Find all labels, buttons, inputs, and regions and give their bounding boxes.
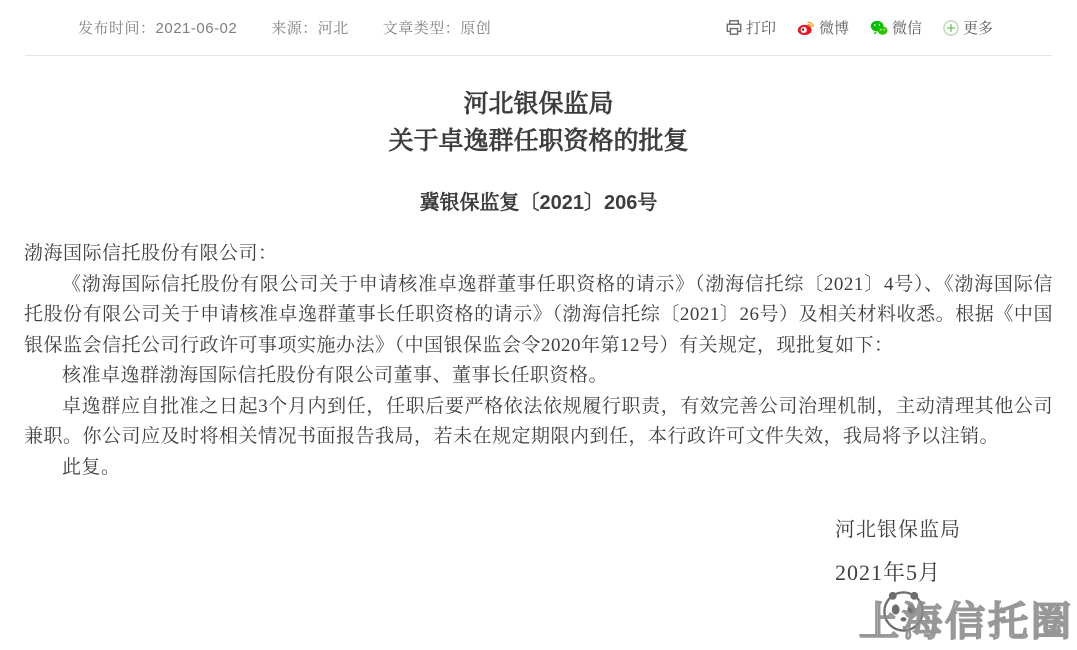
more-button[interactable] [942, 17, 993, 38]
document-number: 冀银保监复〔2021〕206号 [419, 192, 658, 214]
meta-group [78, 17, 491, 38]
paragraph: 核准卓逸群渤海国际信托股份有限公司董事、董事长任职资格。 [62, 365, 609, 386]
paragraph: 《渤海国际信托股份有限公司关于申请核准卓逸群董事任职资格的请示》（渤海信托综〔2021〕4号）、《渤海国际信托股份有限公司关于申请核准卓逸群董事长任职资格的请示》（渤海信托综〔2021〕26号）及相关材料收悉。根据《中国银保监会信托公司行政许可事项实施办法》（中国银保监会令2020年第12号）有关规定，现批复如下： [24, 273, 1053, 356]
wechat-label: 微信 [891, 20, 922, 37]
print-label: 打印 [745, 20, 776, 37]
document-title [24, 86, 1053, 160]
weibo-icon [796, 19, 816, 37]
document-title-line1: 河北银保监局 [463, 90, 614, 118]
article-type [383, 17, 492, 38]
source [271, 17, 349, 38]
document-body [24, 239, 1053, 483]
article-meta-bar [0, 0, 1077, 55]
more-label: 更多 [962, 20, 993, 37]
share-actions [725, 17, 993, 38]
source-label: 来源： [271, 20, 318, 37]
document-date: 2021年5月 [834, 560, 941, 585]
paragraph: 此复。 [62, 456, 121, 478]
watermark-logo [880, 587, 927, 634]
paragraph: 卓逸群应自批准之日起3个月内到任，任职后要严格依法依规履行职责，有效完善公司治理机制，主动清理其他公司兼职。你公司应及时将相关情况书面报告我局，若未在规定期限内到任，本行政许可文件失效，我局将予以注销。 [24, 395, 1053, 447]
document-content [0, 86, 1077, 587]
weibo-button[interactable] [796, 17, 849, 38]
signature: 河北银保监局 [835, 519, 961, 541]
publish-time-label: 发布时间： [78, 20, 156, 37]
article-type-label: 文章类型： [382, 20, 461, 37]
article-type-value: 原创 [460, 20, 492, 37]
publish-time-value: 2021-06-02 [155, 20, 238, 37]
source-value: 河北 [317, 20, 349, 37]
printer-icon [725, 19, 743, 36]
print-button[interactable] [725, 17, 776, 38]
publish-time [78, 17, 237, 38]
watermark-text: 上海信托圈 [859, 600, 1074, 644]
wechat-icon [869, 19, 889, 37]
recipient-line: 渤海国际信托股份有限公司： [24, 243, 278, 264]
wechat-button[interactable] [869, 17, 922, 38]
document-title-line2: 关于卓逸群任职资格的批复 [388, 127, 689, 155]
header-divider [25, 55, 1052, 56]
weibo-label: 微博 [818, 20, 849, 37]
plus-circle-icon [942, 19, 960, 37]
